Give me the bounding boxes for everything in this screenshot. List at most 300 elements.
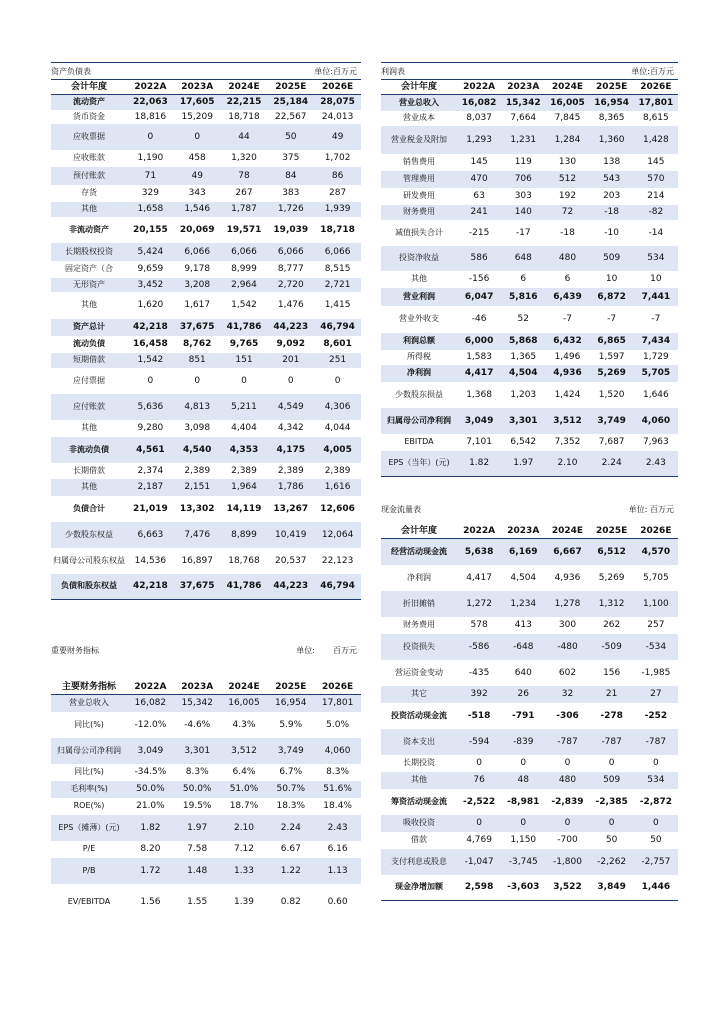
cell-value: 41,786 <box>221 574 268 600</box>
cell-value: 8.3% <box>185 767 209 777</box>
cell-value: 0 <box>564 758 571 768</box>
cell-value: 1,360 <box>590 126 634 154</box>
cell-value: 22,567 <box>275 111 307 122</box>
cell-value: 16,005 <box>545 95 589 111</box>
cell-value: 1,446 <box>641 882 671 893</box>
cell-value: 4,936 <box>554 572 581 583</box>
cell-value: 1,726 <box>267 202 314 217</box>
cell-value: -480 <box>545 634 589 660</box>
row-label: 归属母公司净利润 <box>381 408 457 434</box>
row-label: 财务费用 <box>381 205 457 220</box>
row-label: 支付利息或股息 <box>381 849 457 875</box>
column-header-year: 2022A <box>457 80 501 95</box>
key-financials-unit-label: 单位: <box>296 645 315 655</box>
cell-value: 46,794 <box>314 574 361 600</box>
row-label: 长期投资 <box>403 758 435 767</box>
column-header-year: 2024E <box>221 80 268 95</box>
table-row <box>381 451 678 477</box>
cell-value: 46,794 <box>314 319 361 336</box>
cell-value: 1,234 <box>501 591 545 617</box>
row-label: 归属母公司股东权益 <box>53 555 125 565</box>
row-label: 应付票据 <box>73 375 105 385</box>
cell-value: 17,801 <box>314 695 361 712</box>
cell-value: 145 <box>647 157 665 167</box>
cell-value: 2,720 <box>267 278 314 292</box>
cell-value: 13,302 <box>179 503 215 514</box>
key-financials-table <box>51 680 361 920</box>
cell-value: 16,005 <box>221 695 268 712</box>
row-label: 营业总收入 <box>381 95 457 111</box>
cell-value: 287 <box>329 188 347 198</box>
row-label: 经营活动现金流 <box>381 539 457 565</box>
cell-value: 16,954 <box>590 95 634 111</box>
cell-value: 1,278 <box>545 591 589 617</box>
table-row <box>51 781 361 798</box>
row-label: 营运资金变动 <box>395 667 443 677</box>
cell-value: 8,777 <box>277 264 304 274</box>
cell-value: 1,272 <box>457 591 501 617</box>
cell-value: 9,280 <box>137 423 164 433</box>
cash-flow-panel <box>381 500 678 901</box>
row-label: 无形资产 <box>51 278 127 292</box>
table-row <box>51 496 361 522</box>
cell-value: 130 <box>558 157 577 167</box>
table-row <box>381 539 678 565</box>
cell-value: 1.48 <box>174 858 221 884</box>
cell-value: 0 <box>457 815 501 832</box>
cell-value: 1,620 <box>137 300 164 310</box>
cell-value: -278 <box>600 710 623 721</box>
table-row <box>381 246 678 271</box>
cell-value: 8,515 <box>324 264 351 274</box>
cell-value: 1,658 <box>127 202 174 217</box>
balance-sheet-title: 资产负债表 <box>51 66 91 76</box>
cell-value: 25,184 <box>267 95 314 110</box>
cell-value: -787 <box>545 729 589 755</box>
cell-value: 4,175 <box>267 437 314 463</box>
cell-value: 0.82 <box>280 896 301 907</box>
cell-value: 32 <box>545 686 589 703</box>
cell-value: 1,293 <box>457 126 501 154</box>
cell-value: 1.22 <box>267 858 314 884</box>
cell-value: 602 <box>558 667 577 678</box>
cell-value: 251 <box>314 353 361 368</box>
row-label: 固定资产（合 <box>65 264 113 273</box>
cell-value: 51.0% <box>221 781 268 798</box>
cell-value: 7,101 <box>466 437 492 447</box>
column-header-year: 2023A <box>174 80 221 95</box>
cell-value: 138 <box>603 157 621 167</box>
cell-value: 470 <box>457 171 501 188</box>
table-row <box>51 95 361 110</box>
cell-value: 16,954 <box>267 695 314 712</box>
row-label: 长期借款 <box>73 465 105 475</box>
cell-value: 84 <box>267 167 314 185</box>
row-label: 筹资活动现金流 <box>391 796 447 806</box>
cell-value: 2.24 <box>590 451 634 477</box>
table-row <box>381 729 678 755</box>
cash-flow-table <box>381 524 678 901</box>
cell-value: 2,389 <box>184 465 211 476</box>
cell-value: 6 <box>520 274 527 284</box>
row-label: 资本支出 <box>381 729 457 755</box>
row-label: 长期股权投资 <box>51 243 127 261</box>
table-row <box>51 353 361 368</box>
cell-value: 1.56 <box>140 896 161 907</box>
cell-value: -17 <box>515 227 531 238</box>
column-header-year: 2024E <box>545 524 589 539</box>
row-label: 归属母公司净利润 <box>51 738 127 764</box>
cell-value: 1,646 <box>642 389 669 400</box>
cell-value: 3,749 <box>267 738 314 764</box>
cell-value: 37,675 <box>174 574 221 600</box>
cell-value: 8.20 <box>140 844 161 854</box>
cell-value: -18 <box>590 205 634 220</box>
table-row <box>381 832 678 849</box>
row-label: 现金净增加额 <box>395 882 443 892</box>
cell-value: 0 <box>520 758 527 768</box>
cell-value: -7 <box>607 314 617 324</box>
cell-value: 7.12 <box>233 844 255 854</box>
cell-value: 4,404 <box>231 423 257 433</box>
cell-value: 7,352 <box>554 437 581 447</box>
row-label: 其他 <box>51 479 127 496</box>
cell-value: 3,049 <box>127 738 174 764</box>
cell-value: -156 <box>468 274 490 284</box>
cell-value: 86 <box>314 167 361 185</box>
cell-value: 1,415 <box>324 300 351 310</box>
key-financials-header-row <box>51 680 361 695</box>
cell-value: 1,617 <box>184 300 211 310</box>
cell-value: 1,939 <box>314 202 361 217</box>
balance-sheet-header <box>51 62 361 80</box>
column-header-label: 会计年度 <box>51 80 127 95</box>
cell-value: -8,981 <box>507 796 540 807</box>
cell-value: 3,522 <box>553 882 582 893</box>
cell-value: -34.5% <box>134 767 167 777</box>
table-row <box>51 202 361 217</box>
income-statement-title: 利润表 <box>381 66 405 76</box>
column-header-year: 2022A <box>457 524 501 539</box>
cell-value: 42,218 <box>127 319 174 336</box>
cash-flow-unit: 单位: 百万元 <box>628 504 674 514</box>
cell-value: 6,439 <box>545 288 589 306</box>
table-row <box>51 319 361 336</box>
cell-value: 1,150 <box>510 835 537 845</box>
table-row <box>381 660 678 686</box>
cell-value: 5,269 <box>590 365 634 382</box>
table-row <box>51 574 361 600</box>
cell-value: -215 <box>468 227 490 238</box>
cell-value: 4,417 <box>466 572 492 583</box>
row-label: 利润总额 <box>381 333 457 350</box>
cell-value: -4.6% <box>184 719 211 730</box>
cell-value: 19,039 <box>273 224 309 235</box>
cell-value: 262 <box>603 620 621 630</box>
cash-flow-title: 现金流量表 <box>381 504 421 514</box>
cell-value: 1,702 <box>324 153 351 163</box>
table-row <box>51 150 361 167</box>
cell-value: 0 <box>545 815 589 832</box>
cell-value: 16,082 <box>127 695 174 712</box>
cell-value: 26 <box>501 686 545 703</box>
table-row <box>51 292 361 319</box>
cell-value: -82 <box>634 205 678 220</box>
column-header-year: 2024E <box>221 680 268 695</box>
cell-value: 5.9% <box>279 719 303 730</box>
cell-value: 1.97 <box>501 451 545 477</box>
cell-value: 512 <box>545 171 589 188</box>
cell-value: -14 <box>648 227 664 238</box>
cell-value: 0 <box>634 815 678 832</box>
row-label: 折旧摊销 <box>381 591 457 617</box>
table-row <box>51 858 361 884</box>
cell-value: 303 <box>514 191 532 201</box>
cell-value: 413 <box>514 620 532 630</box>
table-row <box>381 703 678 729</box>
cell-value: 5,705 <box>634 365 678 382</box>
cell-value: 24,013 <box>321 111 354 122</box>
cell-value: 22,123 <box>321 555 354 566</box>
cell-value: 1,190 <box>137 153 164 163</box>
column-header-year: 2025E <box>590 80 634 95</box>
income-statement-header <box>381 62 678 80</box>
cell-value: 4,044 <box>324 423 351 433</box>
cell-value: 1,231 <box>501 126 545 154</box>
cell-value: 10,419 <box>267 522 314 548</box>
cell-value: -534 <box>634 634 678 660</box>
cell-value: 4,060 <box>314 738 361 764</box>
row-label: 短期借款 <box>51 353 127 368</box>
cell-value: 52 <box>517 314 529 324</box>
key-financials-header <box>51 640 361 660</box>
table-row <box>51 368 361 394</box>
cell-value: 44 <box>221 124 268 150</box>
cell-value: 3,049 <box>457 408 501 434</box>
column-header-year: 2022A <box>127 80 174 95</box>
cell-value: 5.0% <box>326 719 350 730</box>
cell-value: 18,816 <box>134 111 167 122</box>
cell-value: 578 <box>470 620 488 630</box>
table-row <box>381 126 678 154</box>
table-row <box>51 884 361 920</box>
cell-value: -648 <box>501 634 545 660</box>
cell-value: 8,365 <box>598 113 625 123</box>
cell-value: 6,872 <box>590 288 634 306</box>
cell-value: 37,675 <box>174 319 221 336</box>
cell-value: 6,000 <box>457 333 501 350</box>
table-row <box>381 686 678 703</box>
cell-value: 1,424 <box>554 389 581 400</box>
cell-value: 18.3% <box>276 801 306 811</box>
cell-value: 18,718 <box>320 224 355 235</box>
cell-value: 6,865 <box>590 333 634 350</box>
cell-value: 4,561 <box>127 437 174 463</box>
cell-value: 2.43 <box>634 451 678 477</box>
cell-value: 8,999 <box>231 264 257 274</box>
table-row <box>381 617 678 634</box>
row-label: 其他 <box>51 202 127 217</box>
cell-value: 375 <box>282 153 300 163</box>
row-label: P/E <box>82 844 96 853</box>
table-row <box>51 336 361 353</box>
cell-value: 50 <box>267 124 314 150</box>
cell-value: -2,262 <box>590 849 634 875</box>
cell-value: 7,441 <box>634 288 678 306</box>
cell-value: 480 <box>545 246 589 271</box>
table-row <box>51 261 361 278</box>
cell-value: 648 <box>501 246 545 271</box>
cell-value: 534 <box>634 246 678 271</box>
table-row <box>51 124 361 150</box>
cell-value: 4,342 <box>277 423 304 433</box>
cell-value: 50 <box>650 835 662 845</box>
table-row <box>381 772 678 789</box>
column-header-year: 2025E <box>267 680 314 695</box>
cash-flow-header <box>381 500 678 518</box>
cell-value: 2,187 <box>127 479 174 496</box>
cell-value: 8,037 <box>466 113 492 123</box>
table-row <box>381 591 678 617</box>
row-label: 营业总收入 <box>51 695 127 712</box>
cell-value: 8.3% <box>326 767 350 777</box>
cell-value: 214 <box>647 191 665 201</box>
cell-value: 4,549 <box>267 394 314 420</box>
income-statement-unit: 单位:百万元 <box>631 66 674 76</box>
row-label: 营业成本 <box>403 113 435 122</box>
cell-value: 1.97 <box>174 815 221 841</box>
cell-value: -2,839 <box>551 796 584 807</box>
column-header-year: 2026E <box>634 524 678 539</box>
key-financials-title: 重要财务指标 <box>51 645 99 655</box>
table-row <box>51 167 361 185</box>
cell-value: 48 <box>501 772 545 789</box>
cell-value: 2,964 <box>221 278 268 292</box>
cell-value: 140 <box>501 205 545 220</box>
cell-value: 3,098 <box>184 423 211 433</box>
cell-value: 5,868 <box>501 333 545 350</box>
cell-value: 2.10 <box>221 815 268 841</box>
table-row <box>381 365 678 382</box>
balance-sheet-header-row <box>51 80 361 95</box>
cell-value: 6,047 <box>457 288 501 306</box>
column-header-year: 2026E <box>634 80 678 95</box>
cell-value: 1,520 <box>598 389 625 400</box>
cell-value: 6,066 <box>267 243 314 261</box>
table-row <box>51 522 361 548</box>
table-row <box>381 271 678 288</box>
row-label: 其他 <box>381 772 457 789</box>
cell-value: 15,342 <box>501 95 545 111</box>
cell-value: 21 <box>590 686 634 703</box>
cell-value: 4,936 <box>545 365 589 382</box>
cell-value: 22,215 <box>221 95 268 110</box>
cell-value: 7,476 <box>174 522 221 548</box>
cell-value: 1.33 <box>221 858 268 884</box>
cell-value: 3,849 <box>597 882 626 893</box>
row-label: 研发费用 <box>403 191 435 200</box>
cell-value: 706 <box>501 171 545 188</box>
cell-value: -1,985 <box>641 667 671 678</box>
cell-value: 2,598 <box>464 882 494 893</box>
cell-value: 6,667 <box>545 539 589 565</box>
column-header-year: 2023A <box>501 80 545 95</box>
cell-value: 18,718 <box>228 111 260 122</box>
cell-value: 2.43 <box>314 815 361 841</box>
cell-value: 6 <box>564 274 571 284</box>
cell-value: 8,615 <box>642 113 669 123</box>
table-row <box>51 463 361 479</box>
cell-value: 7.58 <box>187 844 208 854</box>
row-label: 净利润 <box>381 365 457 382</box>
row-label: 投资损失 <box>381 634 457 660</box>
cell-value: 1,546 <box>174 202 221 217</box>
row-label: 吸收投资 <box>381 815 457 832</box>
table-row <box>51 243 361 261</box>
row-label: 管理费用 <box>381 171 457 188</box>
row-label: 应收账款 <box>73 153 105 162</box>
cell-value: 0 <box>608 758 615 768</box>
row-label: P/B <box>51 858 127 884</box>
cell-value: -7 <box>651 314 661 324</box>
cell-value: 2,721 <box>314 278 361 292</box>
cell-value: 8,601 <box>323 339 352 349</box>
cell-value: 4,570 <box>634 539 678 565</box>
table-row <box>381 565 678 591</box>
cell-value: 151 <box>221 353 268 368</box>
row-label: 借款 <box>411 835 427 844</box>
cell-value: 7,687 <box>598 437 625 447</box>
cell-value: -2,385 <box>595 796 628 807</box>
column-header-year: 2023A <box>174 680 221 695</box>
cash-flow-header-row <box>381 524 678 539</box>
row-label: 非流动资产 <box>69 224 109 234</box>
row-label: 营业税金及附加 <box>381 126 457 154</box>
cell-value: 0 <box>147 375 154 386</box>
cell-value: 5,636 <box>127 394 174 420</box>
cell-value: 1,583 <box>466 352 492 362</box>
table-row <box>51 712 361 738</box>
cell-value: 6,066 <box>221 243 268 261</box>
cell-value: 6.16 <box>327 844 348 854</box>
cell-value: 28,075 <box>314 95 361 110</box>
cell-value: 78 <box>221 167 268 185</box>
cell-value: 6,169 <box>501 539 545 565</box>
row-label: EPS（摊薄）(元) <box>51 815 127 841</box>
cell-value: 0 <box>476 758 482 768</box>
cell-value: -2,522 <box>462 796 496 807</box>
cell-value: 241 <box>457 205 501 220</box>
table-row <box>381 634 678 660</box>
cell-value: 2,389 <box>324 465 351 476</box>
cell-value: 192 <box>558 191 577 201</box>
cell-value: 0.60 <box>327 896 348 907</box>
table-row <box>51 738 361 764</box>
row-label: 资产总计 <box>51 319 127 336</box>
cell-value: 0 <box>501 815 545 832</box>
cell-value: 12,606 <box>320 503 355 514</box>
cell-value: 300 <box>558 620 577 630</box>
cell-value: 9,092 <box>276 339 306 349</box>
cell-value: 5,211 <box>221 394 268 420</box>
cell-value: -509 <box>590 634 634 660</box>
row-label: 存货 <box>81 188 97 197</box>
row-label: 负债合计 <box>73 503 105 513</box>
table-row <box>381 333 678 350</box>
cell-value: 1,312 <box>590 591 634 617</box>
cell-value: 0 <box>241 375 247 386</box>
column-header-year: 2025E <box>590 524 634 539</box>
